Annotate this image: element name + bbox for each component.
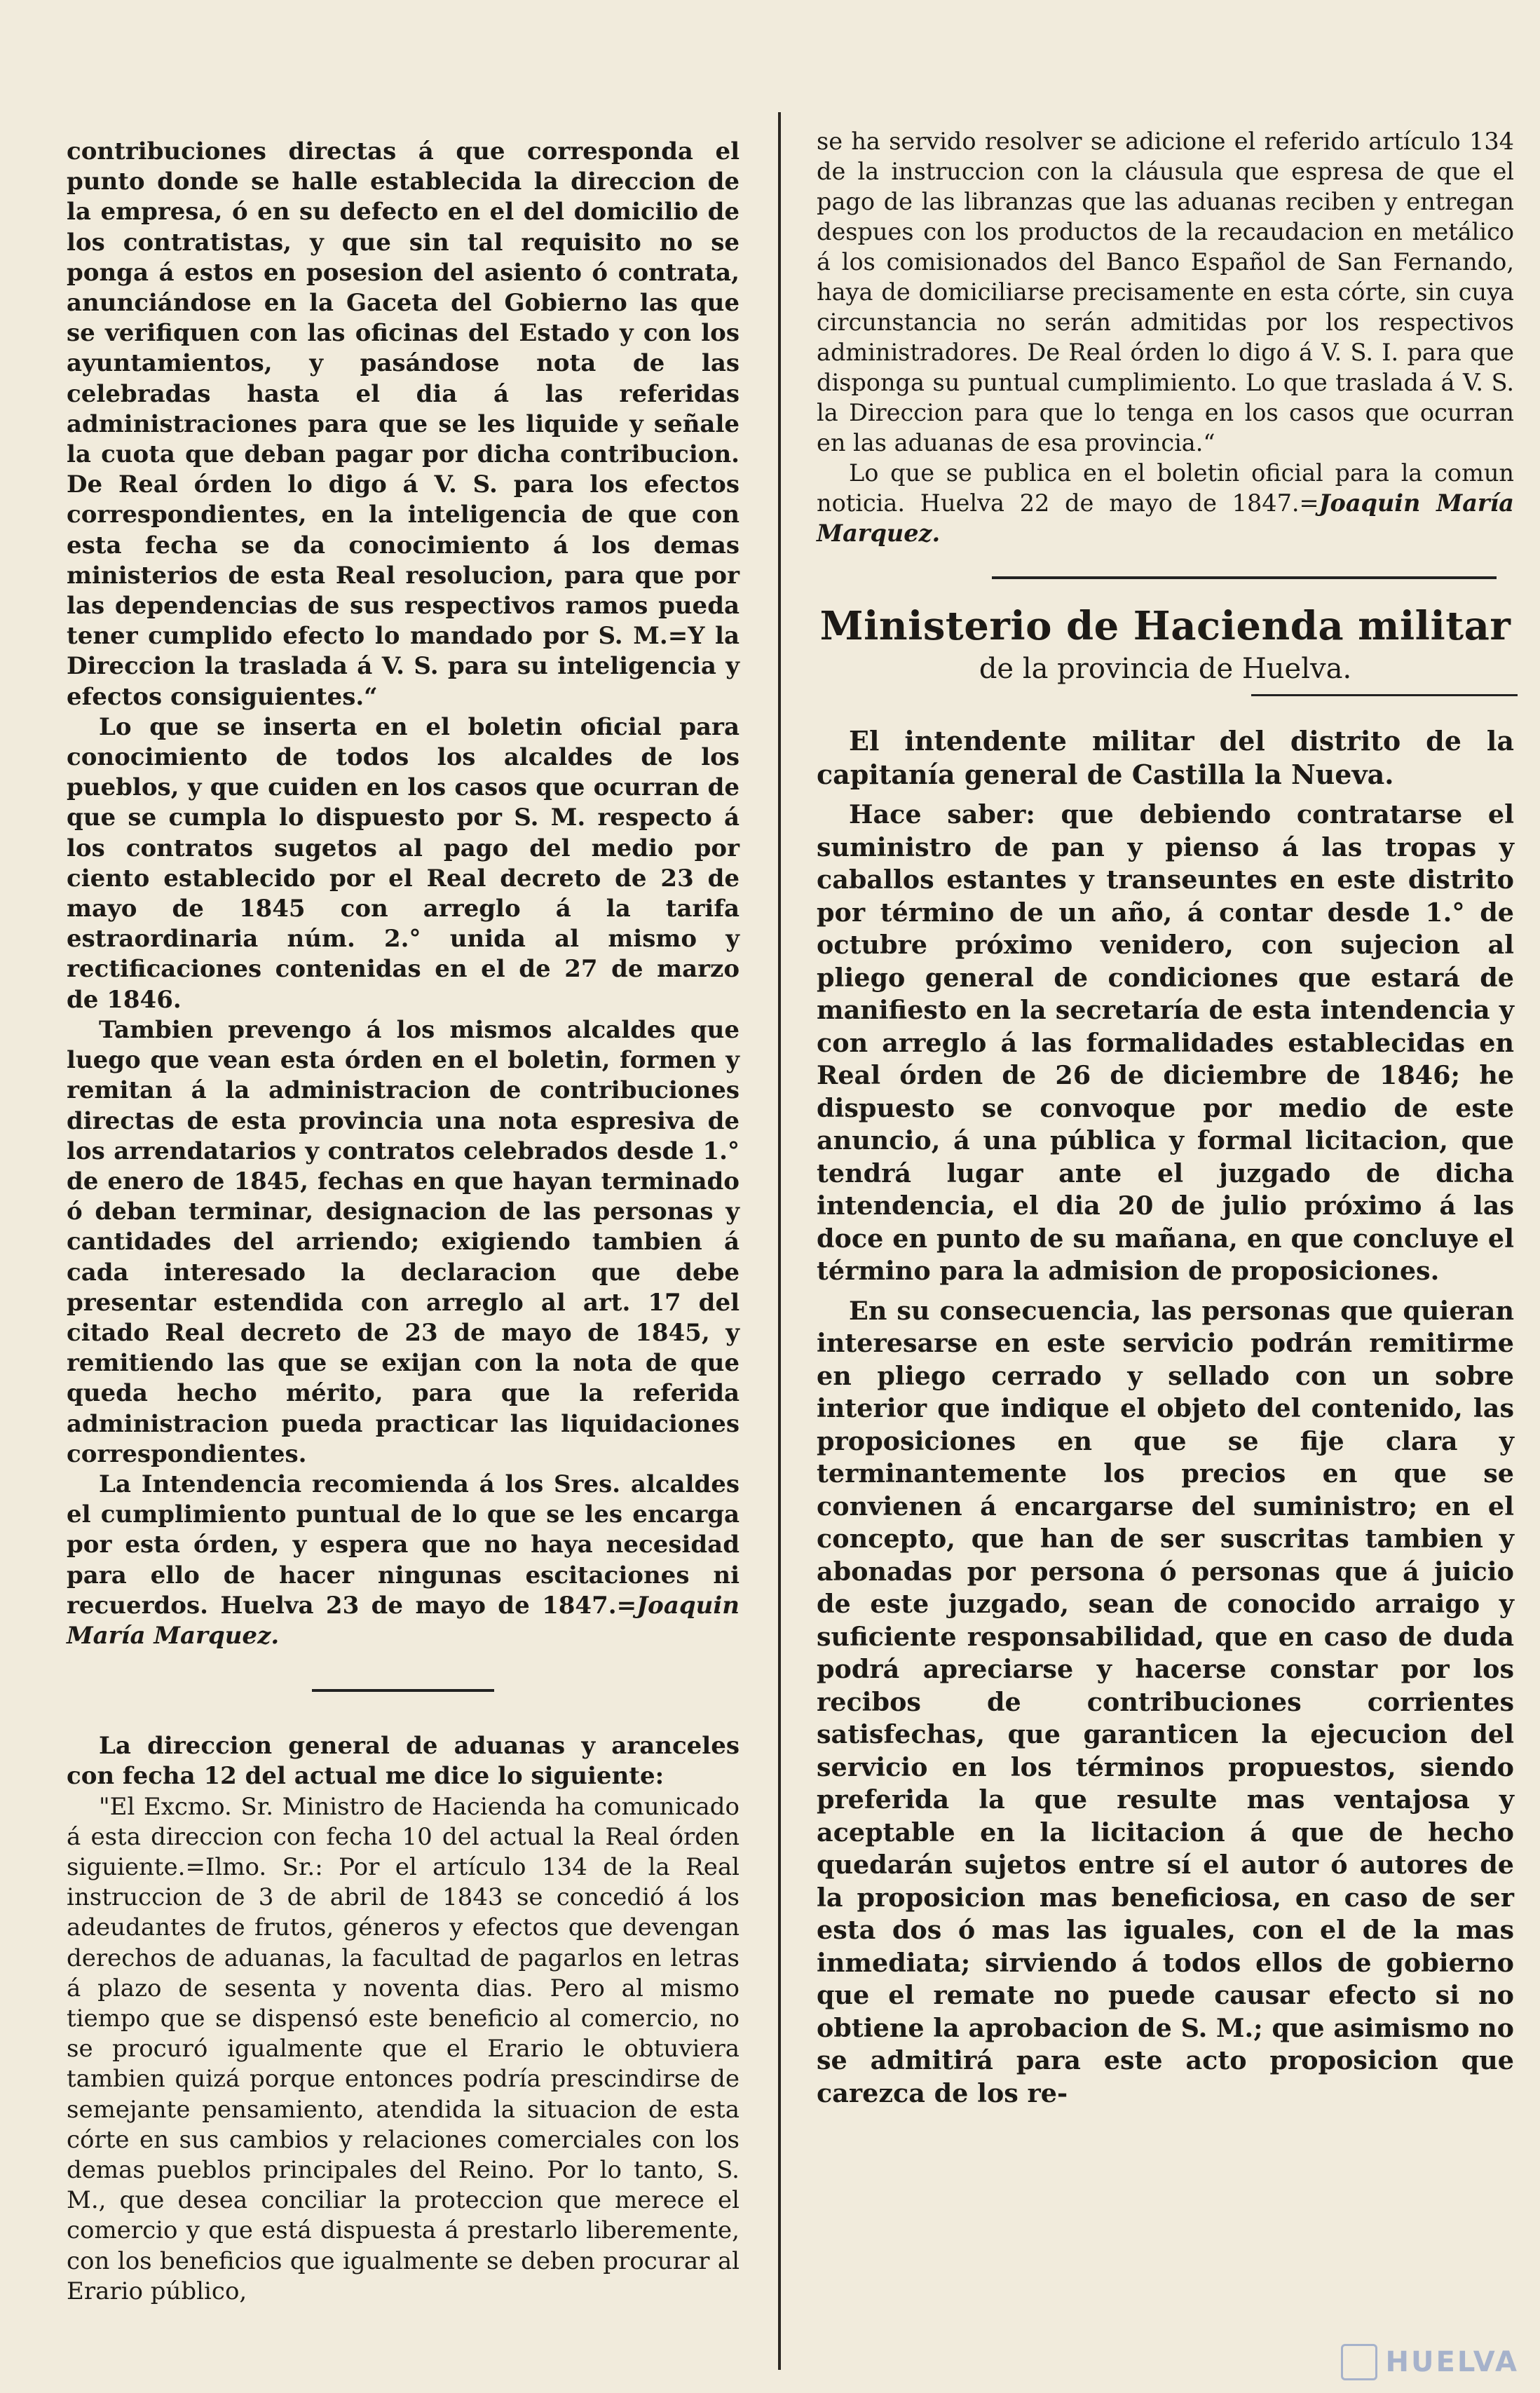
paragraph: contribuciones directas á que corresponda el punto donde se halle establecida la direccion de la empresa, ó en su defecto en el del domicilio de los contratistas, y que sin tal requisito no se ponga á estos en posesion del asiento ó contrata, anunciándose en la Gaceta del Gobierno las que se verifiquen con las oficinas del Estado y con los ayuntamientos, y pasándose nota de las celebradas hasta el dia á las referidas administraciones para que se les liquide y señale la cuota que deban pagar por dicha contribucion. De Real órden lo digo á V. S. para los efectos correspondientes, en la inteligencia de que con esta fecha se da conocimiento á los demas ministerios de esta Real resolucion, para que por las dependencias de sus respectivos ramos pueda tener cumplido efecto lo mandado por S. M.=Y la Direccion la traslada á V. S. para su inteligencia y efectos consiguientes.“ xyxy=(67,137,740,711)
section-title: Ministerio de Hacienda militar xyxy=(819,603,1511,649)
signature: Joaquin María Marquez. xyxy=(817,489,1515,547)
paragraph-text: Lo que se publica en el boletin oficial para la comun noticia. Huelva 22 de mayo de 1847.= xyxy=(817,459,1514,517)
section-divider xyxy=(992,576,1497,579)
archive-watermark xyxy=(1341,2344,1519,2380)
paragraph: "El Excmo. Sr. Ministro de Hacienda ha comunicado á esta direccion con fecha 10 del actual la Real órden siguiente.=Ilmo. Sr.: Por el artículo 134 de la Real instruccion de 3 de abril de 1843 se concedió á los adeudantes de frutos, géneros y efectos que devengan derechos de aduanas, la facultad de pagarlos en letras á plazo de sesenta y noventa dias. Pero al mismo tiempo que se dispensó este beneficio al comercio, no se procuró igualmente que el Erario le obtuviera tambien quizá porque entonces podría prescindirse de semejante pensamiento, atendida la situacion de esta córte en sus cambios y relaciones comerciales con los demas pueblos principales del Reino. Por lo tanto, S. M., que desea conciliar la proteccion que merece el comercio y que está dispuesta á prestarlo liberemente, con los beneficios que igualmente se deben procurar al Erario público, xyxy=(67,1792,740,2305)
title-underline xyxy=(1251,694,1518,696)
date-line: Huelva 23 de mayo de 1847.= xyxy=(220,1591,637,1620)
column-divider xyxy=(778,112,781,2370)
shield-icon xyxy=(1341,2344,1377,2380)
intendente-heading: El intendente militar del distrito de la capitanía general de Castilla la Nueva. xyxy=(817,725,1514,790)
paragraph xyxy=(67,1470,740,1651)
paragraph: La direccion general de aduanas y aranceles con fecha 12 del actual me dice lo siguiente: xyxy=(67,1732,740,1791)
paragraph: En su consecuencia, las personas que quieran interesarse en este servicio podrán remitirme en pliego cerrado y sellado con un sobre interior que indique el objeto del contenido, las proposiciones en que se fije clara y terminantemente los precios en que se convienen á encargarse del suministro; en el concepto, que han de ser suscritas tambien y abonadas por persona ó personas que á juicio de este juzgado, sean de conocido arraigo y suficiente responsabilidad, que en caso de duda podrá apreciarse y hacerse constar por los recibos de contribuciones corrientes satisfechas, que garanticen la ejecucion del servicio en los términos propuestos, siendo preferida la que resulte mas ventajosa y aceptable en la licitacion á que de hecho quedarán sujetos entre sí el autor ó autores de la proposicion mas beneficiosa, en caso de ser esta dos ó mas las iguales, con el de la mas inmediata; sirviendo á todos ellos de gobierno que el remate no puede causar efecto si no obtiene la aprobacion de S. M.; que asimismo no se admitirá para este acto proposicion que carezca de los re- xyxy=(817,1295,1514,2108)
paragraph xyxy=(817,458,1514,548)
right-column xyxy=(817,126,1514,2110)
paragraph: se ha servido resolver se adicione el referido artículo 134 de la instruccion con la cláusula que espresa de que el pago de las libranzas que las aduanas reciben y entregan despues con los productos de la recaudacion en metálico á los comisionados del Banco Español de San Fernando, haya de domiciliarse precisamente en esta córte, sin cuya circunstancia no serán admitidas por los respectivos administradores. De Real órden lo digo á V. S. I. para que disponga su puntual cumplimiento. Lo que traslada á V. S. la Direccion para que lo tenga en los casos que ocurran en las aduanas de esa provincia.“ xyxy=(817,128,1514,456)
hace-saber-lead: Hace saber: xyxy=(849,799,1035,829)
watermark-text: HUELVA xyxy=(1385,2346,1519,2378)
paragraph: Lo que se inserta en el boletin oficial para conocimiento de todos los alcaldes de los pueblos, y que cuiden en los casos que ocurran de que se cumpla lo dispuesto por S. M. respecto á los contratos sugetos al pago del medio por ciento establecido por el Real decreto de 23 de mayo de 1845 con arreglo á la tarifa estraordinaria núm. 2.° unida al mismo y rectificaciones contenidas en el de 27 de marzo de 1846. xyxy=(67,712,740,1014)
section-divider xyxy=(312,1689,494,1692)
paragraph-text: que debiendo contratarse el suministro de pan y pienso á las tropas y caballos estantes y transeuntes en este distrito por término de un año, á contar desde 1.° de octubre próximo venidero, con sujecion al pliego general de condiciones que estará de manifiesto en la secretaría de esta intendencia y con arreglo á las formalidades establecidas en Real órden de 26 de diciembre de 1846; he dispuesto se convoque por medio de este anuncio, á una pública y formal licitacion, que tendrá lugar ante el juzgado de dicha intendencia, el dia 20 de julio próximo á las doce en punto de su mañana, en que concluye el término para la admision de proposiciones. xyxy=(817,799,1514,1286)
signature: Joaquin María Marquez. xyxy=(67,1591,740,1650)
paragraph: Tambien prevengo á los mismos alcaldes que luego que vean esta órden en el boletin, formen y remitan á la administracion de contribuciones directas de esta provincia una nota espresiva de los arrendatarios y contratos celebrados desde 1.° de enero de 1845, fechas en que hayan terminado ó deban terminar, designacion de las personas y cantidades del arriendo; exigiendo tambien á cada interesado la declaracion que debe presentar estendida con arreglo al art. 17 del citado Real decreto de 23 de mayo de 1845, y remitiendo las que se exijan con la nota de que queda hecho mérito, para que la referida administracion pueda practicar las liquidaciones correspondientes. xyxy=(67,1015,740,1468)
paragraph-text: La Intendencia recomienda á los Sres. alcaldes el cumplimiento puntual de lo que se les encarga por esta órden, y espera que no haya necesidad para ello de hacer ningunas escitaciones ni recuerdos. xyxy=(67,1470,740,1620)
paragraph xyxy=(817,799,1514,1288)
section-subtitle: de la provincia de Huelva. xyxy=(979,653,1352,685)
left-column xyxy=(67,137,740,2307)
